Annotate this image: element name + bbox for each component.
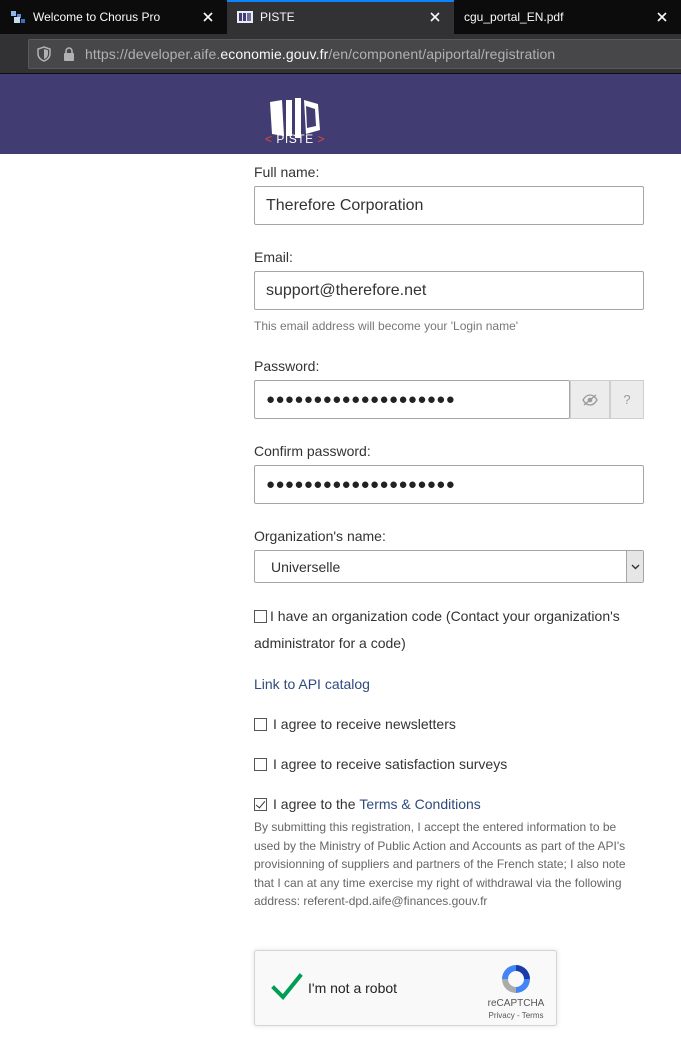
recaptcha-logo-icon xyxy=(500,963,532,995)
org-code-text: I have an organization code (Contact your organization's administrator for a code) xyxy=(254,608,620,651)
email-hint: This email address will become your 'Login name' xyxy=(254,319,519,333)
piste-favicon-icon xyxy=(237,9,253,25)
terms-checkbox[interactable] xyxy=(254,798,267,811)
toggle-password-visibility-button[interactable] xyxy=(570,380,610,419)
api-catalog-link[interactable]: Link to API catalog xyxy=(254,676,370,692)
tab-title: cgu_portal_EN.pdf xyxy=(464,10,564,24)
organization-label: Organization's name: xyxy=(254,528,386,544)
full-name-label: Full name: xyxy=(254,164,320,180)
chevron-down-icon[interactable] xyxy=(626,551,643,582)
confirm-password-input[interactable] xyxy=(254,465,644,504)
tab-title: Welcome to Chorus Pro xyxy=(33,10,161,24)
recaptcha-widget xyxy=(254,950,557,1026)
recaptcha-label: I'm not a robot xyxy=(308,980,398,996)
password-help-button[interactable]: ? xyxy=(610,380,644,419)
surveys-checkbox[interactable] xyxy=(254,758,267,771)
confirm-password-label: Confirm password: xyxy=(254,443,371,459)
site-header xyxy=(0,74,681,154)
url-text: https://developer.aife.economie.gouv.fr/en/component/apiportal/registration xyxy=(85,46,556,62)
piste-logo-text: < PISTE > xyxy=(265,132,325,146)
eye-slash-icon xyxy=(582,394,598,406)
confirm-password-masked-value: ●●●●●●●●●●●●●●●●●●●● xyxy=(266,476,456,493)
tab-piste[interactable] xyxy=(227,0,454,34)
organization-select[interactable] xyxy=(254,550,644,583)
close-tab-icon[interactable] xyxy=(197,6,219,28)
tab-title: PISTE xyxy=(260,10,295,24)
newsletters-checkbox[interactable] xyxy=(254,718,267,731)
tab-cgu-portal-pdf[interactable] xyxy=(454,0,681,34)
surveys-text: I agree to receive satisfaction surveys xyxy=(273,756,508,772)
address-bar[interactable] xyxy=(28,39,681,69)
recaptcha-privacy-link[interactable]: Privacy xyxy=(488,1011,515,1020)
password-input[interactable] xyxy=(254,380,570,419)
lock-icon[interactable] xyxy=(61,46,77,62)
recaptcha-brand: reCAPTCHA xyxy=(487,998,545,1009)
full-name-input[interactable]: Therefore Corporation xyxy=(254,186,644,225)
terms-conditions-link[interactable]: Terms & Conditions xyxy=(359,796,481,812)
email-label: Email: xyxy=(254,249,293,265)
org-code-row xyxy=(254,603,644,657)
registration-disclaimer: By submitting this registration, I accept the entered information to be used by the Ministry of Public Action and Accounts as part of the API's provisionning of suppliers and partners of the French state; I also note that I can at any time exercise my right of withdrawal via the following address: referent-dpd.aife@finances.gouv.fr xyxy=(254,820,626,908)
browser-navigation-bar xyxy=(0,34,681,74)
tab-welcome-chorus-pro[interactable] xyxy=(0,0,227,34)
checkmark-icon[interactable] xyxy=(271,973,303,1001)
newsletters-text: I agree to receive newsletters xyxy=(273,716,456,732)
terms-text: I agree to the xyxy=(273,796,360,812)
browser-tab-bar xyxy=(0,0,681,34)
newsletters-row xyxy=(254,716,456,732)
close-tab-icon[interactable] xyxy=(424,6,446,28)
surveys-row xyxy=(254,756,507,772)
close-tab-icon[interactable] xyxy=(651,6,673,28)
recaptcha-links: Privacy - Terms xyxy=(488,1011,544,1020)
password-masked-value: ●●●●●●●●●●●●●●●●●●●● xyxy=(266,391,456,408)
terms-row xyxy=(254,796,481,812)
organization-selected-value: Universelle xyxy=(271,558,341,575)
recaptcha-terms-link[interactable]: Terms xyxy=(521,1011,544,1020)
org-code-checkbox[interactable] xyxy=(254,610,267,623)
tracking-protection-shield-icon[interactable] xyxy=(36,46,52,62)
email-input[interactable]: support@therefore.net xyxy=(254,271,644,310)
chorus-pro-favicon-icon xyxy=(10,9,26,25)
password-label: Password: xyxy=(254,358,320,374)
